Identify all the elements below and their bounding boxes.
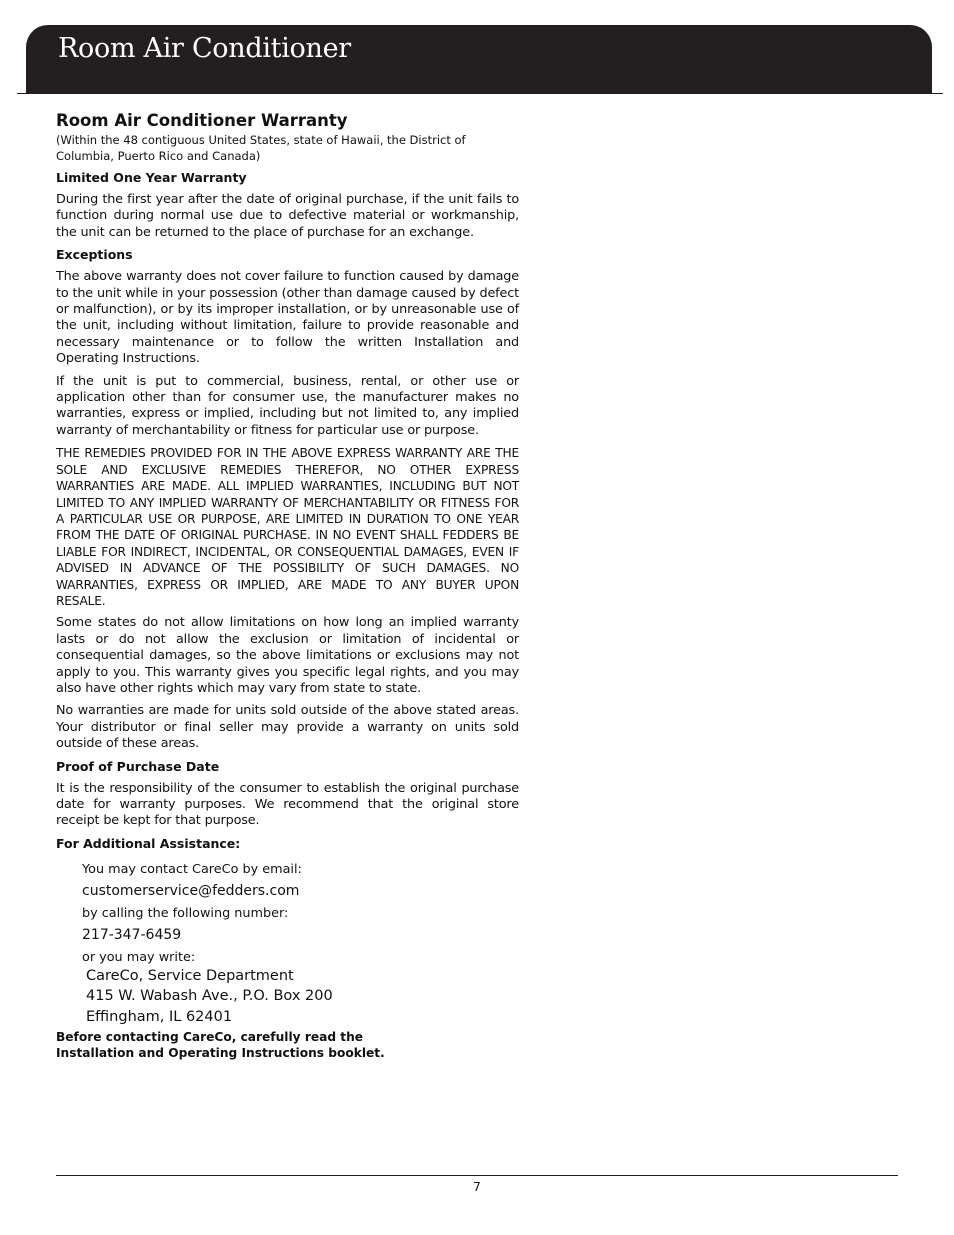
header-bar <box>26 25 932 94</box>
closing-note-line-1: Before contacting CareCo, carefully read the <box>56 1030 364 1045</box>
limited-warranty-text: During the first year after the date of original purchase, if the unit fails to function during normal use due to defective material or workmanship, the unit can be returned to the place of purchase for an exchange. <box>56 192 519 240</box>
warranty-title: Room Air Conditioner Warranty <box>56 111 348 130</box>
header-rule <box>17 93 943 94</box>
exceptions-paragraph-5: No warranties are made for units sold outside of the above stated areas. Your distributor or final seller may provide a warranty on units sold outside of these areas. <box>56 703 519 752</box>
footer-rule <box>56 1175 898 1176</box>
warranty-subtitle: (Within the 48 contiguous United States, state of Hawaii, the District of Columbia, Puerto Rico and Canada) <box>56 133 466 163</box>
exceptions-heading: Exceptions <box>56 247 133 263</box>
assist-write-label: or you may write: <box>82 949 196 965</box>
proof-text: It is the responsibility of the consumer to establish the original purchase date for warranty purposes. We recommend that the original store receipt be kept for that purpose. <box>56 780 519 829</box>
assist-email: customerservice@fedders.com <box>82 882 300 899</box>
exceptions-paragraph-1: The above warranty does not cover failure to function caused by damage to the unit while in your possession (other than damage caused by defect or malfunction), or by its improper installation, or by unreasonable use of the unit, including without limitation, failure to provide reasonable and necessary maintenance or to follow the written Installation and Operating Instructions. <box>56 269 519 367</box>
page-title: Room Air Conditioner <box>58 33 351 64</box>
assist-heading: For Additional Assistance: <box>56 835 241 851</box>
limited-warranty-heading: Limited One Year Warranty <box>56 170 247 185</box>
address-line-2: 415 W. Wabash Ave., P.O. Box 200 <box>86 988 333 1005</box>
assist-email-label: You may contact CareCo by email: <box>82 861 302 877</box>
closing-note-line-2: Installation and Operating Instructions booklet. <box>56 1046 385 1061</box>
exceptions-paragraph-3: THE REMEDIES PROVIDED FOR IN THE ABOVE EXPRESS WARRANTY ARE THE SOLE AND EXCLUSIVE REMEDIES THEREFOR, NO OTHER EXPRESS WARRANTIES ARE MADE. ALL IMPLIED WARRANTIES, INCLUDING BUT NOT LIMITED TO ANY IMPLIED WARRANTY OF MERCHANTABILITY OR FITNESS FOR A PARTICULAR USE OR PURPOSE, ARE LIMITED IN DURATION TO ONE YEAR FROM THE DATE OF ORIGINAL PURCHASE. IN NO EVENT SHALL FEDDERS BE LIABLE FOR INDIRECT, INCIDENTAL, OR CONSEQUENTIAL DAMAGES, EVEN IF ADVISED IN ADVANCE OF THE POSSIBILITY OF SUCH DAMAGES. NO WARRANTIES, EXPRESS OR IMPLIED, ARE MADE TO ANY BUYER UPON RESALE. <box>56 446 519 608</box>
assist-block <box>82 862 519 1028</box>
assist-phone-label: by calling the following number: <box>82 905 289 921</box>
proof-heading: Proof of Purchase Date <box>56 758 220 774</box>
warranty-section <box>56 110 519 1061</box>
exceptions-paragraph-2: If the unit is put to commercial, business, rental, or other use or application other than for consumer use, the manufacturer makes no warranties, express or implied, including but not limited to, any implied warranty of merchantability or fitness for particular use or purpose. <box>56 373 519 438</box>
page-number: 7 <box>473 1180 481 1194</box>
address-line-1: CareCo, Service Department <box>86 967 294 984</box>
address-line-3: Effingham, IL 62401 <box>86 1008 233 1025</box>
assist-phone: 217-347-6459 <box>82 926 182 943</box>
exceptions-paragraph-4: Some states do not allow limitations on how long an implied warranty lasts or do not allow the exclusion or limitation of incidental or consequential damages, so the above limitations or exclusions may not apply to you. This warranty gives you specific legal rights, and you may also have other rights which may vary from state to state. <box>56 615 519 696</box>
